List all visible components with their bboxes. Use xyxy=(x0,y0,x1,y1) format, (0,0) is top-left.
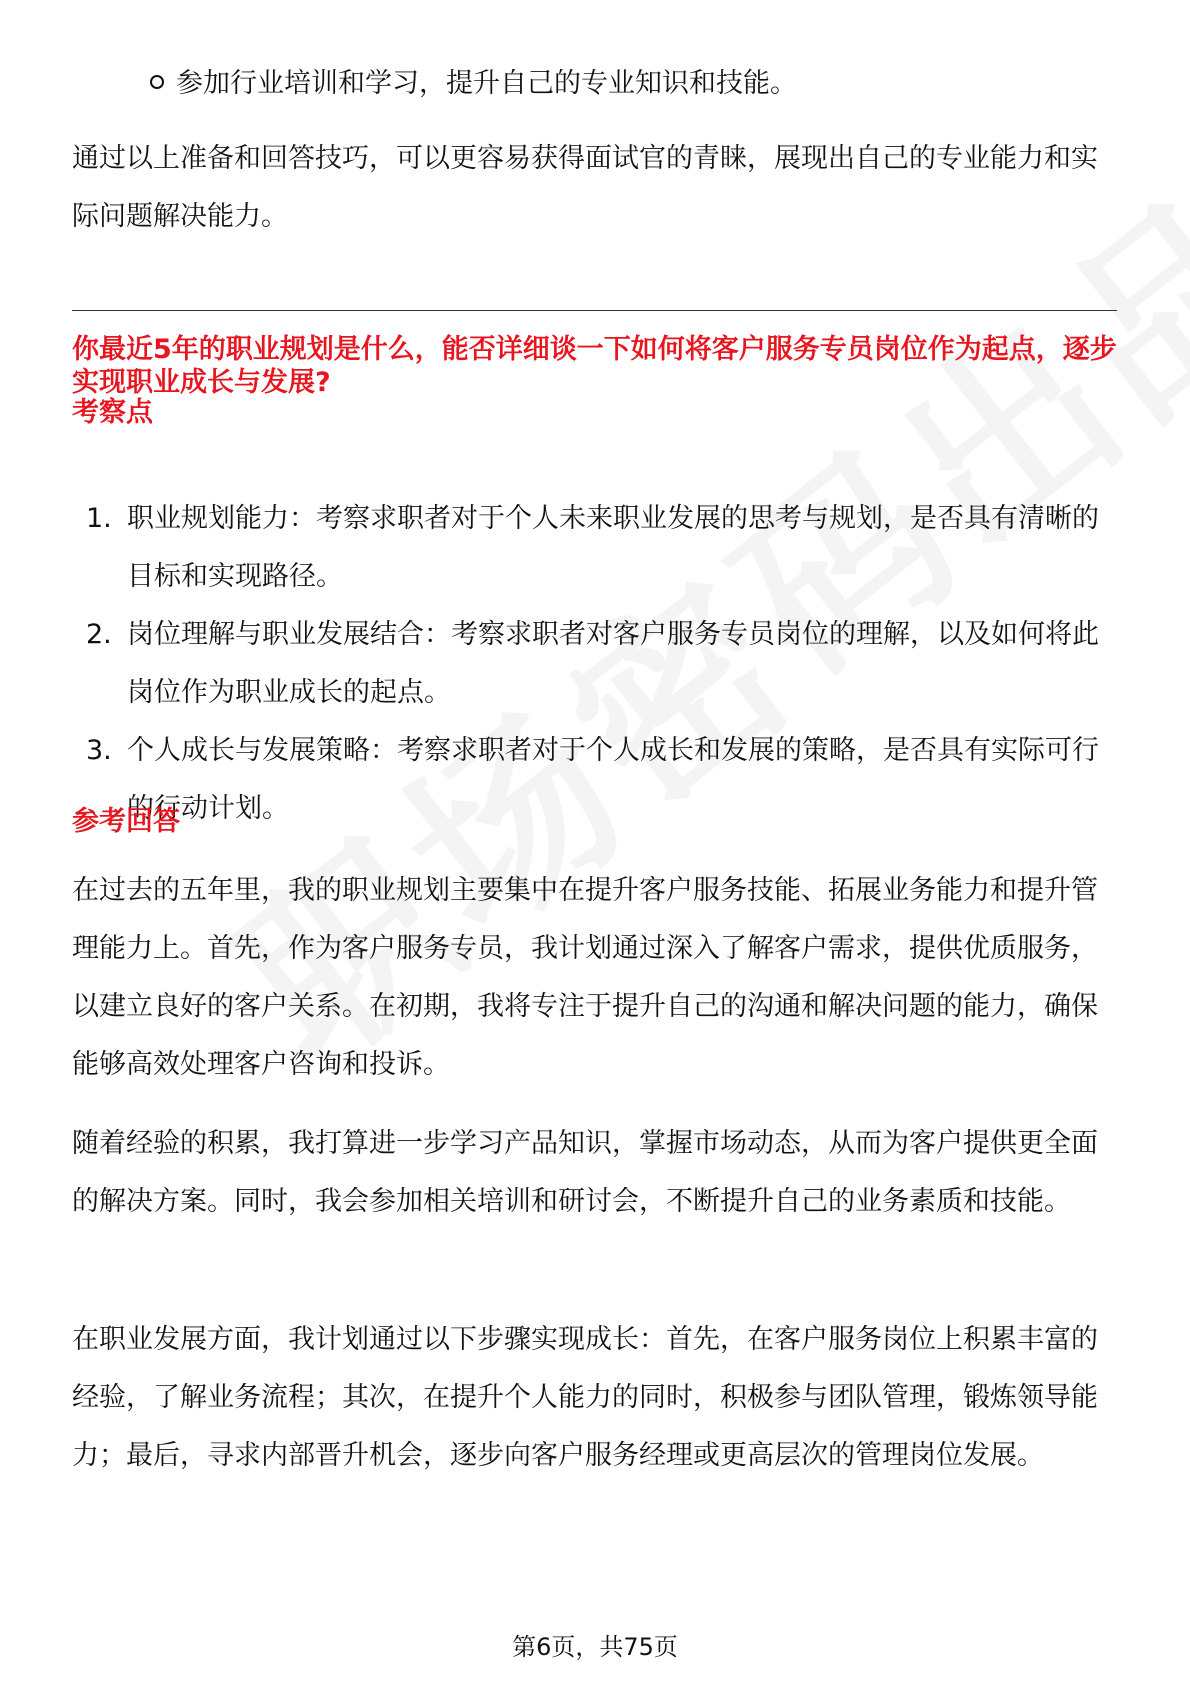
page-number: 第6页，共75页 xyxy=(512,1633,678,1661)
section-divider xyxy=(72,310,1117,311)
assessment-item-text: 个人成长与发展策略：考察求职者对于个人成长和发展的策略，是否具有实际可行的行动计划。 xyxy=(127,735,1099,824)
assessment-list xyxy=(72,490,1117,838)
summary-paragraph: 通过以上准备和回答技巧，可以更容易获得面试官的青睐，展现出自己的专业能力和实际问题解决能力。 xyxy=(72,143,1098,232)
assessment-item xyxy=(72,490,1117,606)
answer-paragraph: 随着经验的积累，我打算进一步学习产品知识，掌握市场动态，从而为客户提供更全面的解决方案。同时，我会参加相关培训和研讨会，不断提升自己的业务素质和技能。 xyxy=(72,1128,1098,1217)
answer-heading: 参考回答 xyxy=(72,806,180,837)
assessment-heading: 考察点 xyxy=(72,397,153,428)
assessment-item-text: 职业规划能力：考察求职者对于个人未来职业发展的思考与规划，是否具有清晰的目标和实现路径。 xyxy=(127,503,1099,592)
bullet-item xyxy=(150,62,797,106)
answer-paragraph: 在过去的五年里，我的职业规划主要集中在提升客户服务技能、拓展业务能力和提升管理能力上。首先，作为客户服务专员，我计划通过深入了解客户需求，提供优质服务，以建立良好的客户关系。在初期，我将专注于提升自己的沟通和解决问题的能力，确保能够高效处理客户咨询和投诉。 xyxy=(72,875,1098,1080)
interview-question: 你最近5年的职业规划是什么，能否详细谈一下如何将客户服务专员岗位作为起点，逐步实现职业成长与发展? xyxy=(72,334,1117,398)
bullet-item-text: 参加行业培训和学习，提升自己的专业知识和技能。 xyxy=(176,68,797,99)
assessment-item-number: 1. xyxy=(86,503,112,534)
assessment-item-number: 3. xyxy=(86,735,112,766)
assessment-item xyxy=(72,606,1117,722)
assessment-item xyxy=(72,722,1117,838)
assessment-item-text: 岗位理解与职业发展结合：考察求职者对客户服务专员岗位的理解，以及如何将此岗位作为职业成长的起点。 xyxy=(127,619,1099,708)
hollow-bullet-icon xyxy=(150,75,164,89)
assessment-item-number: 2. xyxy=(86,619,112,650)
answer-paragraph: 在职业发展方面，我计划通过以下步骤实现成长：首先，在客户服务岗位上积累丰富的经验，了解业务流程；其次，在提升个人能力的同时，积极参与团队管理，锻炼领导能力；最后，寻求内部晋升机会，逐步向客户服务经理或更高层次的管理岗位发展。 xyxy=(72,1324,1098,1471)
